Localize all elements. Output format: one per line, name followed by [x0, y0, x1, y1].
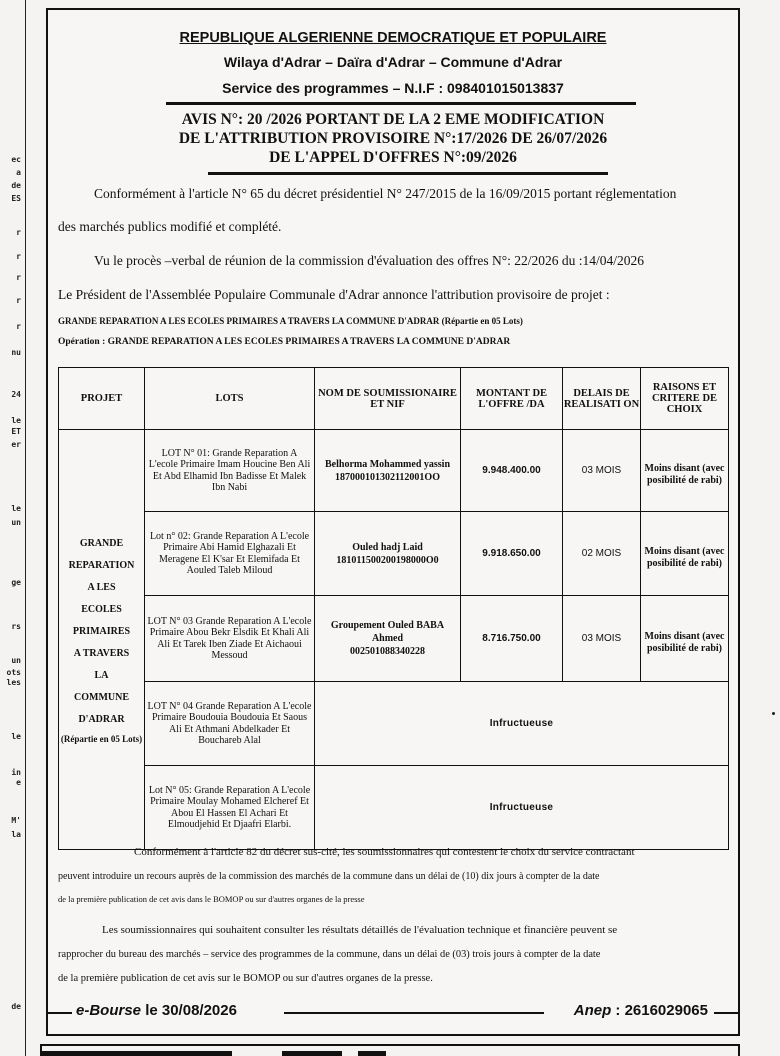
projet-name-line: GRANDE: [79, 538, 124, 549]
raison-cell: Moins disant (avec posibilité de rabi): [641, 596, 729, 682]
table-row: [59, 596, 729, 682]
header-divider: [166, 102, 636, 105]
adjacent-column-fragment: le: [11, 732, 21, 741]
footer-rule-right: [714, 1012, 738, 1014]
consult-paragraph-line3: de la première publication de cet avis sur le BOMOP ou sur d'autres organes de la presse.: [58, 973, 433, 984]
adjacent-column-fragment: les: [6, 678, 21, 687]
adjacent-column-fragment: er: [11, 440, 21, 449]
adjacent-column-fragment: e: [16, 778, 21, 787]
next-notice-bar: [358, 1051, 386, 1056]
delai-cell: 03 MOIS: [563, 596, 641, 682]
notice-title-line3: DE L'APPEL D'OFFRES N°:09/2026: [269, 149, 517, 166]
soumissionnaire-name: Belhorma Mohammed yassin: [325, 458, 450, 470]
award-table: [58, 367, 729, 850]
next-notice-edge: [40, 1044, 740, 1056]
republic-title: REPUBLIQUE ALGERIENNE DEMOCRATIQUE ET POPULAIRE: [179, 30, 607, 46]
adjacent-column-fragment: a: [16, 168, 21, 177]
projet-name-line: D'ADRAR: [78, 714, 125, 725]
lot-cell: LOT N° 04 Grande Reparation A L'ecole Primaire Boudouia Boudouia Et Saous Ali Et Athmani Abdelkader Et Bouchareb Alal: [145, 682, 315, 766]
adjacent-column-fragment: ES: [11, 194, 21, 203]
col-header-lots: LOTS: [145, 368, 315, 430]
consult-paragraph-line2: rapprocher du bureau des marchés – service des programmes de la commune, dans un délai de (03) trois jours à compter de la date: [58, 949, 601, 960]
table-row: [59, 766, 729, 850]
adjacent-column-fragment: in: [11, 768, 21, 777]
soumissionnaire-name: Ouled hadj Laid: [352, 541, 423, 553]
projet-name-line: REPARATION: [68, 560, 135, 571]
adjacent-column-fragment: r: [16, 228, 21, 237]
adjacent-column-fragment: 24: [11, 390, 21, 399]
adjacent-column-fragment: de: [11, 181, 21, 190]
notice-title-line2: DE L'ATTRIBUTION PROVISOIRE N°:17/2026 DE 26/07/2026: [178, 130, 608, 147]
col-header-soumissionnaire: NOM DE SOUMISSIONAIRE ET NIF: [315, 368, 461, 430]
soumissionnaire-cell: [315, 596, 461, 682]
footer-rule-left: [48, 1012, 72, 1014]
soumissionnaire-cell: [315, 430, 461, 512]
publication-footer: [48, 1000, 738, 1024]
table-row: [59, 682, 729, 766]
eb-brand: e-Bourse: [76, 1002, 142, 1019]
projet-name-line: A LES: [87, 582, 116, 593]
col-header-montant: MONTANT DE L'OFFRE /DA: [461, 368, 563, 430]
adjacent-column-fragment: ge: [11, 578, 21, 587]
adjacent-column-fragment: r: [16, 296, 21, 305]
adjacent-column-fragment: la: [11, 830, 21, 839]
table-row: [59, 430, 729, 512]
wilaya-line: Wilaya d'Adrar – Daïra d'Adrar – Commune d'Adrar: [223, 54, 563, 70]
adjacent-column-fragment: nu: [11, 348, 21, 357]
montant-cell: 8.716.750.00: [461, 596, 563, 682]
adjacent-column-fragment: un: [11, 518, 21, 527]
footer-rule-middle: [284, 1012, 544, 1014]
anep-number: : 2616029065: [611, 1002, 708, 1019]
delai-cell: 02 MOIS: [563, 512, 641, 596]
projet-name-line: ECOLES: [81, 604, 122, 615]
public-notice: [46, 8, 740, 1036]
anep-label: [574, 1002, 708, 1019]
adjacent-column-fragment: le: [11, 416, 21, 425]
adjacent-column-fragment: de: [11, 1002, 21, 1011]
projet-note: (Répartie en 05 Lots): [60, 734, 143, 744]
projet-name-line: PRIMAIRES: [72, 626, 131, 637]
status-cell: Infructueuse: [315, 766, 729, 850]
decree-paragraph-line1: Conformément à l'article N° 65 du décret présidentiel N° 247/2015 de la 16/09/2015 portant réglementation: [94, 186, 677, 201]
projet-name-line: COMMUNE: [74, 692, 129, 703]
minutes-paragraph: Vu le procès –verbal de réunion de la commission d'évaluation des offres N°: 22/2026 du :14/04/2026: [94, 253, 645, 268]
anep-brand: Anep: [573, 1002, 612, 1019]
lot-cell: Lot n° 02: Grande Reparation A L'ecole Primaire Abi Hamid Elghazali Et Meragene El K'sar Et Elemifada Et Aouled Taleb Miloud: [145, 512, 315, 596]
soumissionnaire-name: Groupement Ouled BABA Ahmed: [330, 620, 445, 644]
decree-paragraph-line2: des marchés publics modifié et complété.: [58, 219, 282, 234]
soumissionnaire-nif: 002501088340228: [350, 646, 425, 657]
lot-cell: Lot N° 05: Grande Reparation A L'ecole Primaire Moulay Mohamed Elcheref Et Abou El Hassen El Achari Et Elmoudjehid Et Djaafri Elarbi.: [145, 766, 315, 850]
lot-cell: LOT N° 03 Grande Reparation A L'ecole Primaire Abou Bekr Elsdik Et Khali Ali Ali Et Tarek Iben Ziade Et Aichaoui Messoud: [145, 596, 315, 682]
appeal-paragraph-line1: Conformément à l'article 82 du décret sus-cité, les soumissionnaires qui contestent le choix du service contractant: [134, 846, 635, 858]
lot-cell: LOT N° 01: Grande Reparation A L'ecole Primaire Imam Houcine Ben Ali Et Abd Elhamid Ibn Badisse Et Malek Ibn Nabi: [145, 430, 315, 512]
montant-cell: 9.948.400.00: [461, 430, 563, 512]
consult-paragraph-line1: Les soumissionnaires qui souhaitent consulter les résultats détaillés de l'évaluation technique et financière peuvent se: [102, 924, 618, 936]
scan-speck: [772, 712, 775, 715]
col-header-projet: PROJET: [59, 368, 145, 430]
delai-cell: 03 MOIS: [563, 430, 641, 512]
adjacent-column-fragment: ots: [6, 668, 21, 677]
soumissionnaire-nif: 187000101302112001OO: [334, 471, 440, 483]
adjacent-column-fragment: rs: [11, 622, 21, 631]
adjacent-column-fragment: M': [11, 816, 21, 825]
soumissionnaire-cell: [315, 512, 461, 596]
adjacent-column-fragment: ec: [11, 155, 21, 164]
raison-cell: Moins disant (avec posibilité de rabi): [641, 430, 729, 512]
next-notice-bar: [42, 1051, 232, 1056]
next-notice-bar: [282, 1051, 342, 1056]
adjacent-column-fragment: le: [11, 504, 21, 513]
service-line: Service des programmes – N.I.F : 098401015013837: [222, 80, 564, 96]
adjacent-column-fragment: r: [16, 273, 21, 282]
soumissionnaire-nif: 181011500200198000O0: [336, 554, 439, 566]
adjacent-column-fragment: un: [11, 656, 21, 665]
operation-line: Opération : GRANDE REPARATION A LES ECOLES PRIMAIRES A TRAVERS LA COMMUNE D'ADRAR: [58, 337, 511, 347]
raison-cell: Moins disant (avec posibilité de rabi): [641, 512, 729, 596]
table-row: [59, 512, 729, 596]
appeal-paragraph-line2: peuvent introduire un recours auprès de la commission des marchés de la commune dans un délai de (10) dix jours à compter de la date: [58, 871, 600, 882]
notice-title-line1: AVIS N°: 20 /2026 PORTANT DE LA 2 EME MODIFICATION: [181, 111, 605, 128]
projet-name: [59, 533, 144, 731]
title-divider: [208, 172, 608, 175]
eb-label: [76, 1002, 237, 1019]
projet-name-line: A TRAVERS: [73, 648, 130, 659]
announcement-paragraph: Le Président de l'Assemblée Populaire Communale d'Adrar annonce l'attribution provisoire de projet :: [58, 287, 610, 302]
status-cell: Infructueuse: [315, 682, 729, 766]
adjacent-column-strip: [0, 0, 26, 1056]
projet-name-line: LA: [94, 670, 109, 681]
montant-cell: 9.918.650.00: [461, 512, 563, 596]
col-header-raisons: RAISONS ET CRITERE DE CHOIX: [641, 368, 729, 430]
notice-title: [48, 110, 738, 167]
project-caps-line: GRANDE REPARATION A LES ECOLES PRIMAIRES A TRAVERS LA COMMUNE D'ADRAR (Répartie en 05 Lots): [58, 316, 523, 326]
projet-cell: [59, 430, 145, 850]
adjacent-column-fragment: r: [16, 252, 21, 261]
appeal-paragraph-line3: de la première publication de cet avis dans le BOMOP ou sur d'autres organes de la presse: [58, 894, 365, 904]
adjacent-column-fragment: ET: [11, 427, 21, 436]
adjacent-column-fragment: r: [16, 322, 21, 331]
eb-date: le 30/08/2026: [141, 1002, 237, 1019]
col-header-delais: DELAIS DE REALISATI ON: [563, 368, 641, 430]
